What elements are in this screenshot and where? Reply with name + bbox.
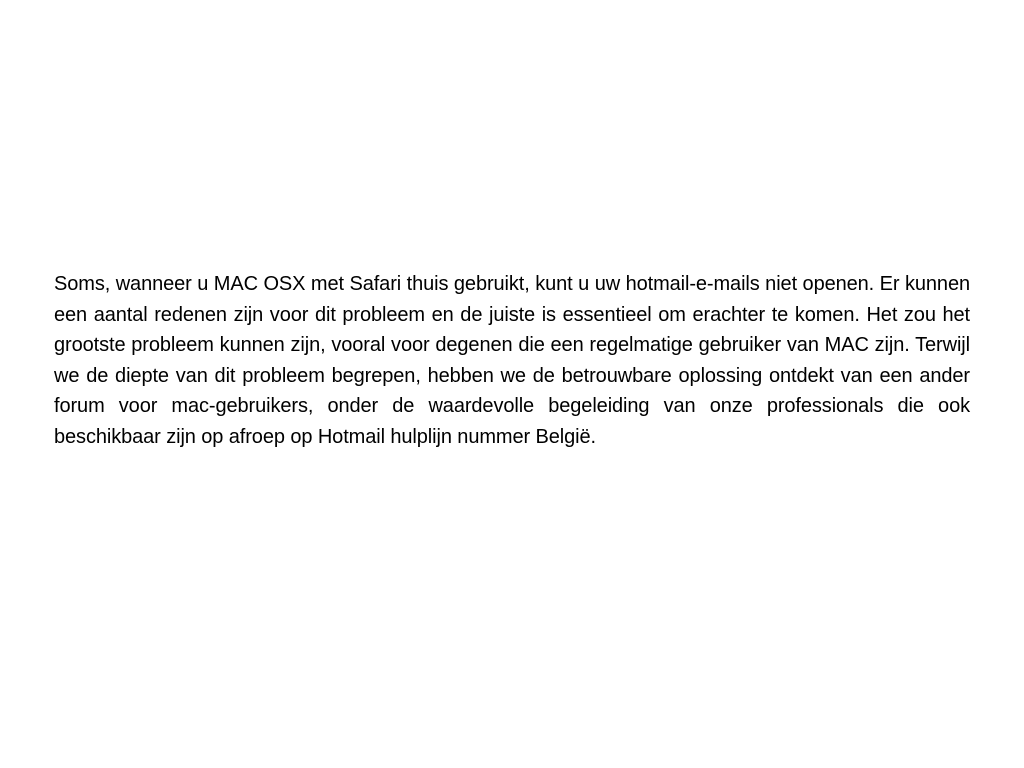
body-paragraph: Soms, wanneer u MAC OSX met Safari thuis gebruikt, kunt u uw hotmail-e-mails niet openen. Er kunnen een aantal redenen zijn voor dit probleem en de juiste is essentieel om erachter te komen. Het zou het grootste probleem kunnen zijn, vooral voor degenen die een regelmatige gebruiker van MAC zijn. Terwijl we de diepte van dit probleem begrepen, hebben we de betrouwbare oplossing ontdekt van een ander forum voor mac-gebruikers, onder de waardevolle begeleiding van onze professionals die ook beschikbaar zijn op afroep op Hotmail hulplijn nummer België. <box>54 273 970 448</box>
